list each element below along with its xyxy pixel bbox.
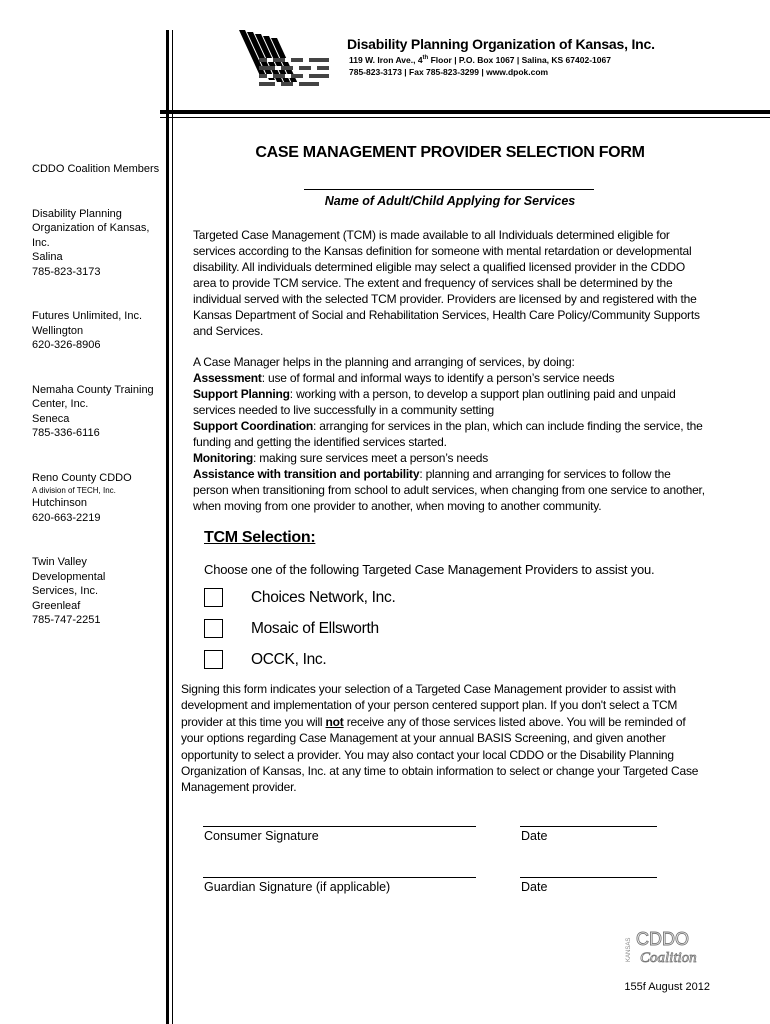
svg-text:KANSAS: KANSAS bbox=[626, 937, 632, 962]
org-contact: 785-823-3173 | Fax 785-823-3299 | www.dpok.com bbox=[349, 67, 549, 77]
dpok-logo bbox=[237, 28, 333, 96]
cddo-coalition-logo bbox=[620, 928, 704, 966]
sidebar-title: CDDO Coalition Members bbox=[32, 163, 160, 175]
option-label: OCCK, Inc. bbox=[251, 650, 327, 668]
svg-text:CDDO: CDDO bbox=[636, 929, 689, 949]
services-paragraph bbox=[193, 354, 708, 514]
service-monitoring: Monitoring: making sure services meet a person’s needs bbox=[193, 451, 489, 465]
org-address: 119 W. Iron Ave., 4th Floor | P.O. Box 1067 | Salina, KS 67402-1067 bbox=[349, 55, 611, 65]
tcm-selection-heading: TCM Selection: bbox=[204, 529, 316, 546]
member-futures-unlimited: Futures Unlimited, Inc. Wellington 620-326-8906 bbox=[32, 310, 143, 351]
option-mosaic-ellsworth[interactable] bbox=[204, 619, 379, 638]
member-twin-valley: Twin Valley Developmental Services, Inc. Greenleaf 785-747-2251 bbox=[32, 556, 106, 626]
org-name: Disability Planning Organization of Kansas, Inc. bbox=[347, 36, 655, 52]
vertical-rule-thin bbox=[172, 30, 173, 1024]
signing-notice: Signing this form indicates your selection of a Targeted Case Management provider to assist with development and implementation of your person centered support plan. If you don't select a TCM provider at this time you will not receive any of those services listed above. You will be reminded of your options regarding Case Management at your annual BASIS Screening, and given another opportunity to select a provider. You may also contact your local CDDO or the Disability Planning Organization of Kansas, Inc. at any time to obtain information to select or change your Targeted Case Management provider. bbox=[181, 682, 699, 795]
guardian-signature-line[interactable] bbox=[203, 877, 476, 878]
member-dpok: Disability Planning Organization of Kansas, Inc. Salina 785-823-3173 bbox=[32, 207, 150, 278]
header-rule-thin bbox=[160, 117, 770, 118]
guardian-signature-label: Guardian Signature (if applicable) bbox=[204, 880, 391, 894]
guardian-date-line[interactable] bbox=[520, 877, 657, 878]
option-occk[interactable] bbox=[204, 650, 326, 669]
sidebar-coalition-members bbox=[32, 162, 160, 658]
consumer-signature-line[interactable] bbox=[203, 826, 476, 827]
applicant-name-field[interactable] bbox=[304, 189, 594, 190]
member-nemaha-county: Nemaha County Training Center, Inc. Seneca 785-336-6116 bbox=[32, 383, 154, 439]
service-transition: Assistance with transition and portability: planning and arranging for services to follow the person when transitioning from school to adult services, when changing from one service to another, when moving from one provider to another, when moving to another community. bbox=[193, 467, 705, 513]
option-label: Choices Network, Inc. bbox=[251, 588, 396, 606]
checkbox-choices-network[interactable] bbox=[204, 588, 223, 607]
header-rule-thick bbox=[160, 110, 770, 114]
form-title: CASE MANAGEMENT PROVIDER SELECTION FORM bbox=[255, 144, 645, 161]
services-lead: A Case Manager helps in the planning and arranging of services, by doing: bbox=[193, 355, 575, 369]
service-support-coordination: Support Coordination: arranging for services in the plan, which can include finding the service, the funding and getting the identified services started. bbox=[193, 419, 703, 449]
vertical-rule-thick bbox=[166, 30, 169, 1024]
applicant-name-caption: Name of Adult/Child Applying for Services bbox=[324, 194, 576, 208]
member-reno-county: Reno County CDDO A division of TECH, Inc. Hutchinson 620-663-2219 bbox=[32, 471, 132, 524]
checkbox-mosaic-ellsworth[interactable] bbox=[204, 619, 223, 638]
intro-paragraph: Targeted Case Management (TCM) is made available to all Individuals determined eligible for services according to the Kansas definition for someone with mental retardation or developmental disability. All individuals determined eligible may select a qualified licensed provider in the CDDO area to provide TCM service. The extent and frequency of services shall be determined by the individual served with the selected TCM provider. Providers are licensed by and registered with the Kansas Department of Social and Rehabilitation Services, Health Care Policy/Community Supports and Services. bbox=[193, 228, 700, 338]
guardian-date-label: Date bbox=[521, 880, 548, 894]
choose-instruction: Choose one of the following Targeted Case Management Providers to assist you. bbox=[204, 562, 655, 577]
option-choices-network[interactable] bbox=[204, 588, 395, 607]
service-support-planning: Support Planning: working with a person, to develop a support plan outlining paid and unpaid services needed to live successfully in a community setting bbox=[193, 387, 676, 417]
consumer-date-line[interactable] bbox=[520, 826, 657, 827]
option-label: Mosaic of Ellsworth bbox=[251, 619, 379, 637]
consumer-date-label: Date bbox=[521, 829, 548, 843]
service-assessment: Assessment: use of formal and informal ways to identify a person’s service needs bbox=[193, 371, 615, 385]
form-id: 155f August 2012 bbox=[624, 981, 710, 993]
checkbox-occk[interactable] bbox=[204, 650, 223, 669]
svg-text:Coalition: Coalition bbox=[640, 950, 697, 966]
consumer-signature-label: Consumer Signature bbox=[204, 829, 319, 843]
